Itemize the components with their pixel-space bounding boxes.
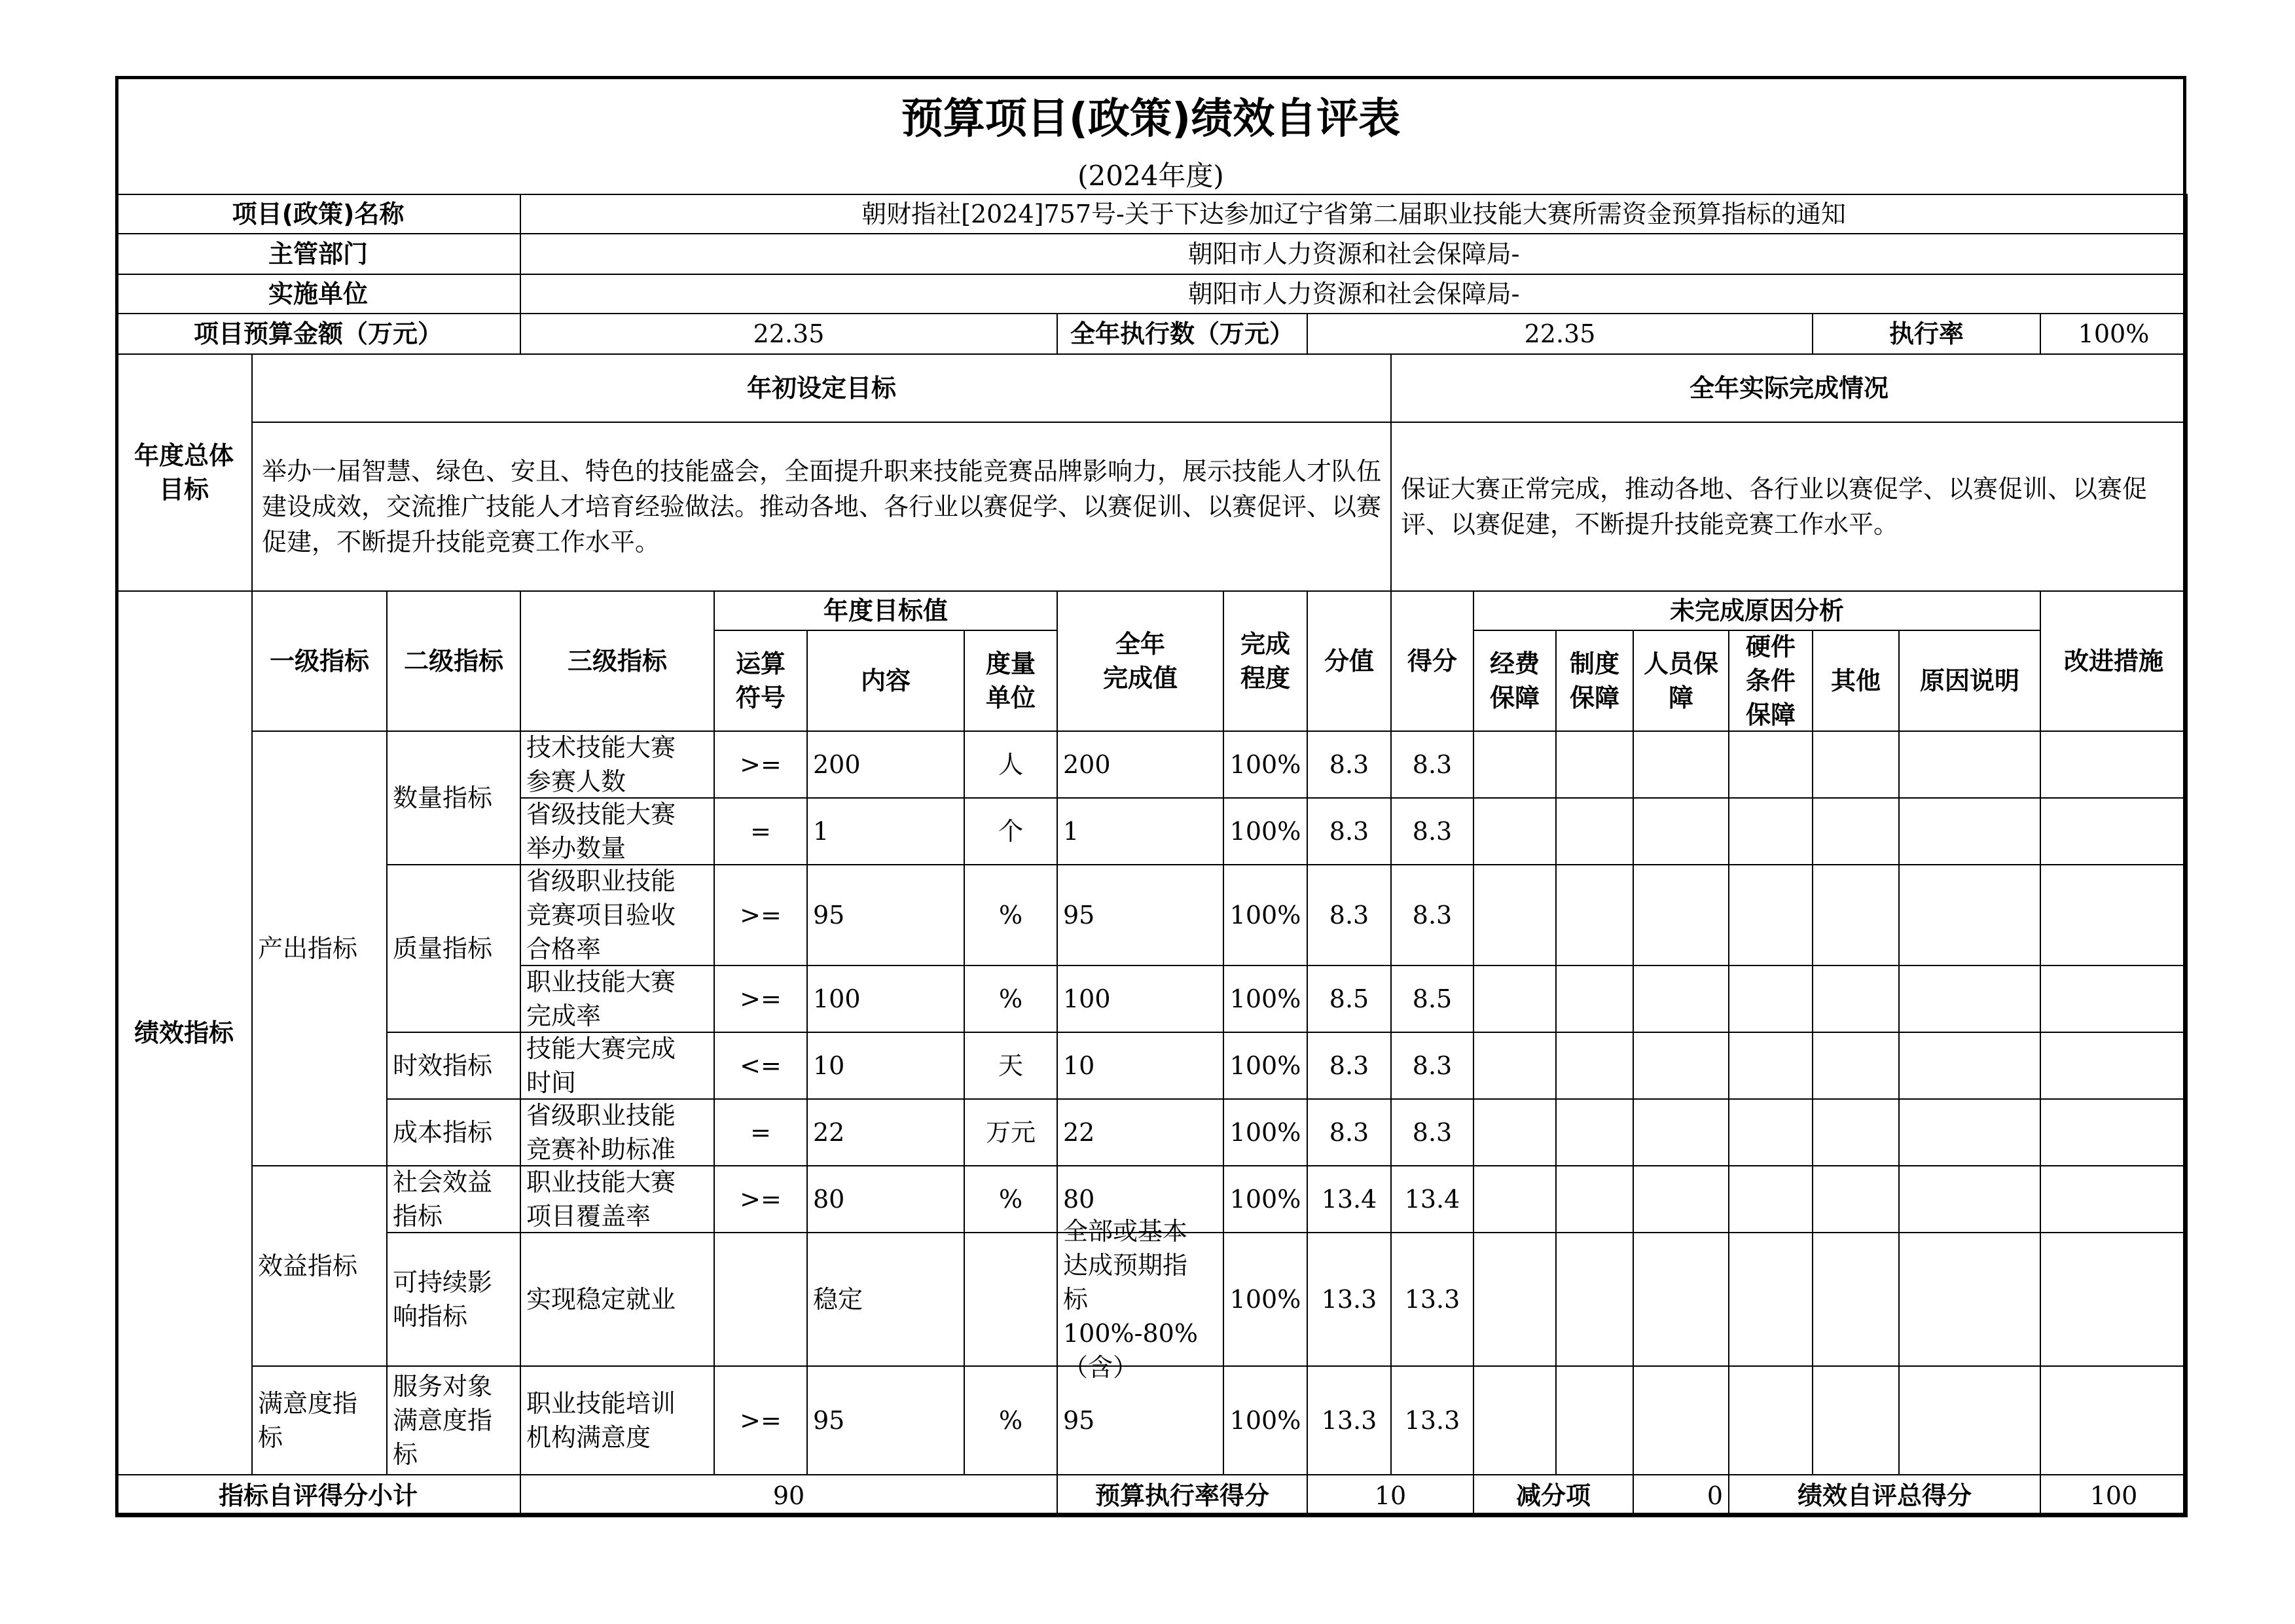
indicator-name: 职业技能大赛 项目覆盖率 [520,1165,715,1233]
indicator-rate: 100% [1223,797,1308,865]
reason-staff [1633,731,1729,799]
header-reason-note: 原因说明 [1898,630,2041,732]
indicator-value: 1 [806,797,965,865]
indicator-score: 8.5 [1390,965,1474,1033]
improve-measure [2040,1098,2188,1166]
reason-note [1898,1098,2041,1166]
header-target-group: 年度目标值 [714,590,1058,631]
value-exec-amount: 22.35 [1307,313,1813,355]
reason-system [1555,731,1634,799]
indicator-unit: 万元 [964,1098,1058,1166]
indicator-actual: 95 [1057,864,1224,966]
indicator-unit: 个 [964,797,1058,865]
indicator-unit [964,1232,1058,1367]
indicator-op [714,1232,808,1367]
indicator-op: >= [714,864,808,966]
reason-note [1898,1032,2041,1100]
group-sustain: 可持续影 响指标 [386,1232,521,1367]
indicator-name: 实现稳定就业 [520,1232,715,1367]
indicator-points: 8.3 [1307,797,1392,865]
reason-other [1812,1098,1900,1166]
label-impl: 实施单位 [115,274,521,314]
improve-measure [2040,1165,2188,1233]
reason-hardware [1728,1165,1813,1233]
group-satisfaction: 满意度指 标 [251,1365,388,1475]
indicator-rate: 100% [1223,1098,1308,1166]
value-project-name: 朝财指社[2024]757号-关于下达参加辽宁省第二届职业技能大赛所需资金预算指标的通知 [520,194,2188,234]
reason-staff [1633,1032,1729,1100]
reason-funding [1473,731,1557,799]
indicator-points: 8.3 [1307,864,1392,966]
reason-system [1555,1365,1634,1475]
improve-measure [2040,864,2188,966]
indicator-op: <= [714,1032,808,1100]
indicator-unit: % [964,864,1058,966]
value-goal-done: 保证大赛正常完成，推动各地、各行业以赛促学、以赛促训、以赛促评、以赛促建，不断提升技能竞赛工作水平。 [1390,422,2188,592]
indicator-op: >= [714,1165,808,1233]
indicator-actual: 95 [1057,1365,1224,1475]
reason-hardware [1728,797,1813,865]
label-goal-set: 年初设定目标 [251,353,1392,423]
value-budget: 22.35 [520,313,1058,355]
header-content: 内容 [806,630,965,732]
group-output: 产出指标 [251,731,388,1166]
reason-funding [1473,864,1557,966]
indicator-name: 职业技能大赛 完成率 [520,965,715,1033]
header-actual: 全年 完成值 [1057,590,1224,732]
indicator-name: 省级技能大赛 举办数量 [520,797,715,865]
reason-hardware [1728,1098,1813,1166]
value-exec-rate: 100% [2040,313,2188,355]
value-subtotal: 90 [520,1474,1058,1517]
indicator-op: = [714,1098,808,1166]
value-budget-score: 10 [1307,1474,1474,1517]
label-total: 绩效自评总得分 [1728,1474,2041,1517]
indicator-rate: 100% [1223,1365,1308,1475]
indicator-actual: 10 [1057,1032,1224,1100]
reason-hardware [1728,965,1813,1033]
indicator-unit: % [964,1165,1058,1233]
reason-staff [1633,1232,1729,1367]
improve-measure [2040,1365,2188,1475]
reason-staff [1633,797,1729,865]
indicator-unit: % [964,965,1058,1033]
header-completion: 完成 程度 [1223,590,1308,732]
reason-funding [1473,797,1557,865]
improve-measure [2040,1232,2188,1367]
indicator-name: 省级职业技能 竞赛项目验收 合格率 [520,864,715,966]
label-project-name: 项目(政策)名称 [115,194,521,234]
reason-staff [1633,1365,1729,1475]
reason-other [1812,965,1900,1033]
indicator-actual: 22 [1057,1098,1224,1166]
reason-other [1812,731,1900,799]
indicator-value: 95 [806,1365,965,1475]
label-perf: 绩效指标 [115,590,253,1475]
header-score: 得分 [1390,590,1474,732]
indicator-op: >= [714,965,808,1033]
reason-note [1898,797,2041,865]
header-hardware: 硬件 条件 保障 [1728,630,1813,732]
reason-staff [1633,965,1729,1033]
reason-system [1555,864,1634,966]
header-level1: 一级指标 [251,590,388,732]
header-unit: 度量 单位 [964,630,1058,732]
reason-hardware [1728,1365,1813,1475]
indicator-name: 职业技能培训 机构满意度 [520,1365,715,1475]
improve-measure [2040,797,2188,865]
group-service: 服务对象 满意度指 标 [386,1365,521,1475]
page-subtitle: (2024年度) [1077,160,1224,192]
label-annual-goal: 年度总体 目标 [115,353,253,592]
reason-system [1555,1232,1634,1367]
group-cost: 成本指标 [386,1098,521,1166]
indicator-score: 13.4 [1390,1165,1474,1233]
header-op: 运算 符号 [714,630,808,732]
label-exec-amount: 全年执行数（万元） [1057,313,1308,355]
reason-system [1555,797,1634,865]
reason-funding [1473,1232,1557,1367]
reason-note [1898,864,2041,966]
group-timeliness: 时效指标 [386,1032,521,1100]
indicator-actual: 80 [1057,1165,1224,1233]
indicator-rate: 100% [1223,1232,1308,1367]
indicator-score: 8.3 [1390,864,1474,966]
reason-hardware [1728,1232,1813,1367]
indicator-points: 8.3 [1307,1098,1392,1166]
indicator-actual: 全部或基本 达成预期指 标100%-80% （含） [1057,1232,1224,1367]
label-subtotal: 指标自评得分小计 [115,1474,521,1517]
reason-system [1555,965,1634,1033]
indicator-op: >= [714,731,808,799]
header-level2: 二级指标 [386,590,521,732]
indicator-rate: 100% [1223,731,1308,799]
indicator-actual: 200 [1057,731,1224,799]
header-level3: 三级指标 [520,590,715,732]
indicator-name: 技术技能大赛 参赛人数 [520,731,715,799]
value-goal-set: 举办一届智慧、绿色、安且、特色的技能盛会，全面提升职来技能竞赛品牌影响力，展示技能人才队伍建设成效，交流推广技能人才培育经验做法。推动各地、各行业以赛促学、以赛促训、以赛促评、以赛促建，不断提升技能竞赛工作水平。 [251,422,1392,592]
improve-measure [2040,965,2188,1033]
indicator-score: 8.3 [1390,731,1474,799]
header-staff: 人员保 障 [1633,630,1729,732]
group-quality: 质量指标 [386,864,521,1033]
group-quantity: 数量指标 [386,731,521,865]
header-funding: 经费 保障 [1473,630,1557,732]
reason-funding [1473,965,1557,1033]
reason-other [1812,1365,1900,1475]
header-reason-group: 未完成原因分析 [1473,590,2041,631]
header-other: 其他 [1812,630,1900,732]
indicator-unit: % [964,1365,1058,1475]
indicator-op: >= [714,1365,808,1475]
indicator-value: 10 [806,1032,965,1100]
value-dept: 朝阳市人力资源和社会保障局- [520,233,2188,275]
indicator-actual: 1 [1057,797,1224,865]
value-impl: 朝阳市人力资源和社会保障局- [520,274,2188,314]
reason-other [1812,1032,1900,1100]
group-social: 社会效益 指标 [386,1165,521,1233]
reason-hardware [1728,1032,1813,1100]
improve-measure [2040,731,2188,799]
label-budget-score: 预算执行率得分 [1057,1474,1308,1517]
reason-funding [1473,1365,1557,1475]
indicator-op: = [714,797,808,865]
reason-other [1812,1165,1900,1233]
indicator-value: 22 [806,1098,965,1166]
indicator-value: 稳定 [806,1232,965,1367]
header-system: 制度 保障 [1555,630,1634,732]
reason-system [1555,1098,1634,1166]
indicator-unit: 天 [964,1032,1058,1100]
reason-note [1898,1365,2041,1475]
indicator-rate: 100% [1223,1032,1308,1100]
indicator-points: 13.4 [1307,1165,1392,1233]
indicator-value: 100 [806,965,965,1033]
group-benefit: 效益指标 [251,1165,388,1367]
indicator-score: 8.3 [1390,1098,1474,1166]
indicator-points: 13.3 [1307,1232,1392,1367]
label-goal-done: 全年实际完成情况 [1390,353,2188,423]
reason-hardware [1728,864,1813,966]
reason-staff [1633,1165,1729,1233]
reason-other [1812,864,1900,966]
header-improve: 改进措施 [2040,590,2188,732]
indicator-score: 8.3 [1390,1032,1474,1100]
indicator-unit: 人 [964,731,1058,799]
reason-other [1812,1232,1900,1367]
indicator-score: 13.3 [1390,1232,1474,1367]
indicator-value: 80 [806,1165,965,1233]
header-points: 分值 [1307,590,1392,732]
reason-note [1898,965,2041,1033]
reason-funding [1473,1165,1557,1233]
reason-note [1898,1232,2041,1367]
reason-funding [1473,1098,1557,1166]
value-total: 100 [2040,1474,2188,1517]
label-deduction: 减分项 [1473,1474,1634,1517]
indicator-points: 8.3 [1307,731,1392,799]
indicator-value: 200 [806,731,965,799]
improve-measure [2040,1032,2188,1100]
indicator-points: 8.5 [1307,965,1392,1033]
indicator-rate: 100% [1223,864,1308,966]
reason-note [1898,731,2041,799]
indicator-score: 8.3 [1390,797,1474,865]
indicator-rate: 100% [1223,965,1308,1033]
label-budget: 项目预算金额（万元） [115,313,521,355]
reason-hardware [1728,731,1813,799]
indicator-actual: 100 [1057,965,1224,1033]
indicator-value: 95 [806,864,965,966]
reason-system [1555,1032,1634,1100]
indicator-points: 8.3 [1307,1032,1392,1100]
reason-system [1555,1165,1634,1233]
reason-staff [1633,1098,1729,1166]
reason-note [1898,1165,2041,1233]
indicator-name: 省级职业技能 竞赛补助标准 [520,1098,715,1166]
indicator-points: 13.3 [1307,1365,1392,1475]
indicator-name: 技能大赛完成 时间 [520,1032,715,1100]
reason-funding [1473,1032,1557,1100]
indicator-rate: 100% [1223,1165,1308,1233]
reason-other [1812,797,1900,865]
label-dept: 主管部门 [115,233,521,275]
page-title: 预算项目(政策)绩效自评表 [901,95,1401,143]
reason-staff [1633,864,1729,966]
indicator-score: 13.3 [1390,1365,1474,1475]
label-exec-rate: 执行率 [1812,313,2041,355]
value-deduction: 0 [1633,1474,1729,1517]
